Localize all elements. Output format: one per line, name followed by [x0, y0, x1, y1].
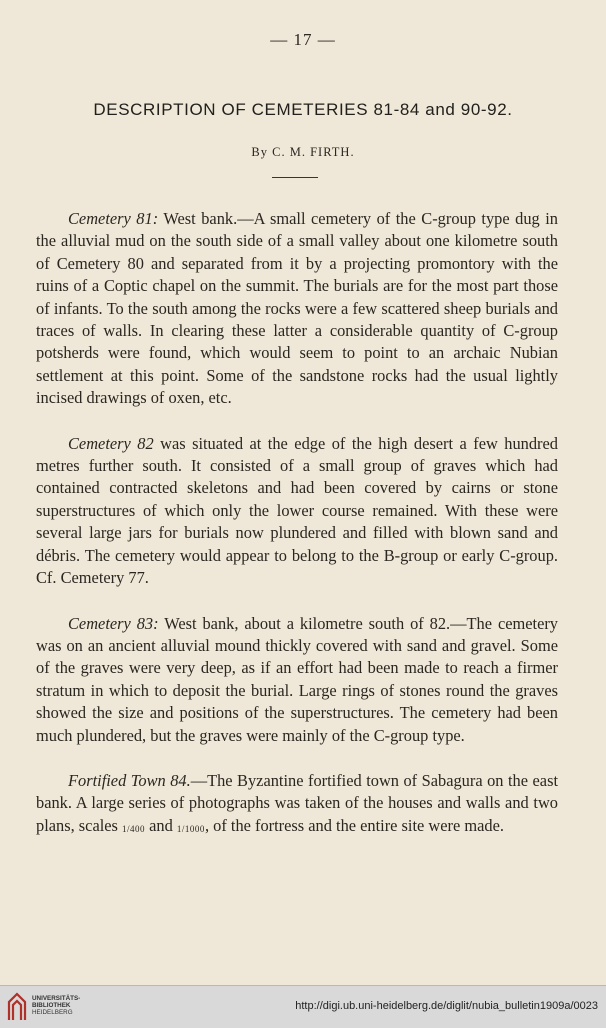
paragraph-lead: Cemetery 82	[68, 433, 154, 453]
paragraph-lead: Cemetery 83:	[68, 613, 159, 633]
page-number: — 17 —	[270, 30, 336, 49]
paragraph-text: West bank, about a kilometre south of 82.—The cemetery was on an ancient alluvial mound thickly covered with sand and gravel. Some of the graves were very deep, as if an effort had been made to reach a firmer stratum in which to deposit the burial. Large rings of stones round the graves showed the size and positions of the superstructures. The cemetery had been much plundered, but the graves were mainly of the C-group type.	[36, 613, 558, 745]
paragraph-text: and	[145, 815, 177, 835]
permalink-url[interactable]: http://digi.ub.uni-heidelberg.de/diglit/nubia_bulletin1909a/0023	[295, 1000, 598, 1012]
viewer-footer	[0, 985, 606, 1028]
article-body	[36, 208, 558, 840]
scale-fraction: 1/400	[122, 823, 146, 834]
paragraph-fortified-town-84	[36, 770, 558, 840]
library-line: HEIDELBERG	[32, 1009, 73, 1017]
library-name[interactable]	[32, 995, 80, 1017]
paragraph-text: —The Byzantine fortified town of Sabagura on the east bank. A large series of photographs was taken of the houses and walls and two plans, scales	[36, 770, 558, 835]
article-title: DESCRIPTION OF CEMETERIES 81-84 and 90-92.	[93, 100, 513, 119]
library-logo-icon[interactable]	[6, 992, 28, 1022]
paragraph-text: was situated at the edge of the high desert a few hundred metres further south. It consisted of a small group of graves which had contained contracted skeletons and had been covered by cairns or stone superstructures of which only the lower course remained. With these were several large jars for burials now plundered and filled with blown sand and débris. The cemetery would appear to belong to the B-group or early C-group. Cf. Cemetery 77.	[36, 433, 558, 588]
paragraph-cemetery-82	[36, 433, 558, 590]
paragraph-lead: Cemetery 81:	[68, 209, 159, 228]
paragraph-text: West bank.—A small cemetery of the C-group type dug in the alluvial mud on the south side of a small valley about one kilometre south of Cemetery 80 and separated from it by a projecting promontory with the ruins of a Coptic chapel on the summit. The burials are for the most part those of infants. To the south among the rocks were a few scattered sheep burials and traces of walls. In clearing these latter a considerable quantity of C-group potsherds were found, which would seem to point to an archaic Nubian settlement at this point. Some of the sandstone rocks had the usual lightly incised drawings of oxen, etc.	[36, 209, 558, 408]
paragraph-cemetery-83	[36, 613, 558, 747]
title-divider	[272, 177, 318, 178]
paragraph-text: , of the fortress and the entire site were made.	[204, 815, 504, 835]
scale-fraction: 1/1000	[176, 823, 205, 834]
library-line: UNIVERSITÄTS-	[32, 995, 81, 1002]
author-byline: By C. M. FIRTH.	[251, 145, 355, 159]
library-line: BIBLIOTHEK	[32, 1002, 71, 1010]
paragraph-lead: Fortified Town 84.	[68, 770, 191, 790]
paragraph-cemetery-81	[36, 208, 558, 410]
